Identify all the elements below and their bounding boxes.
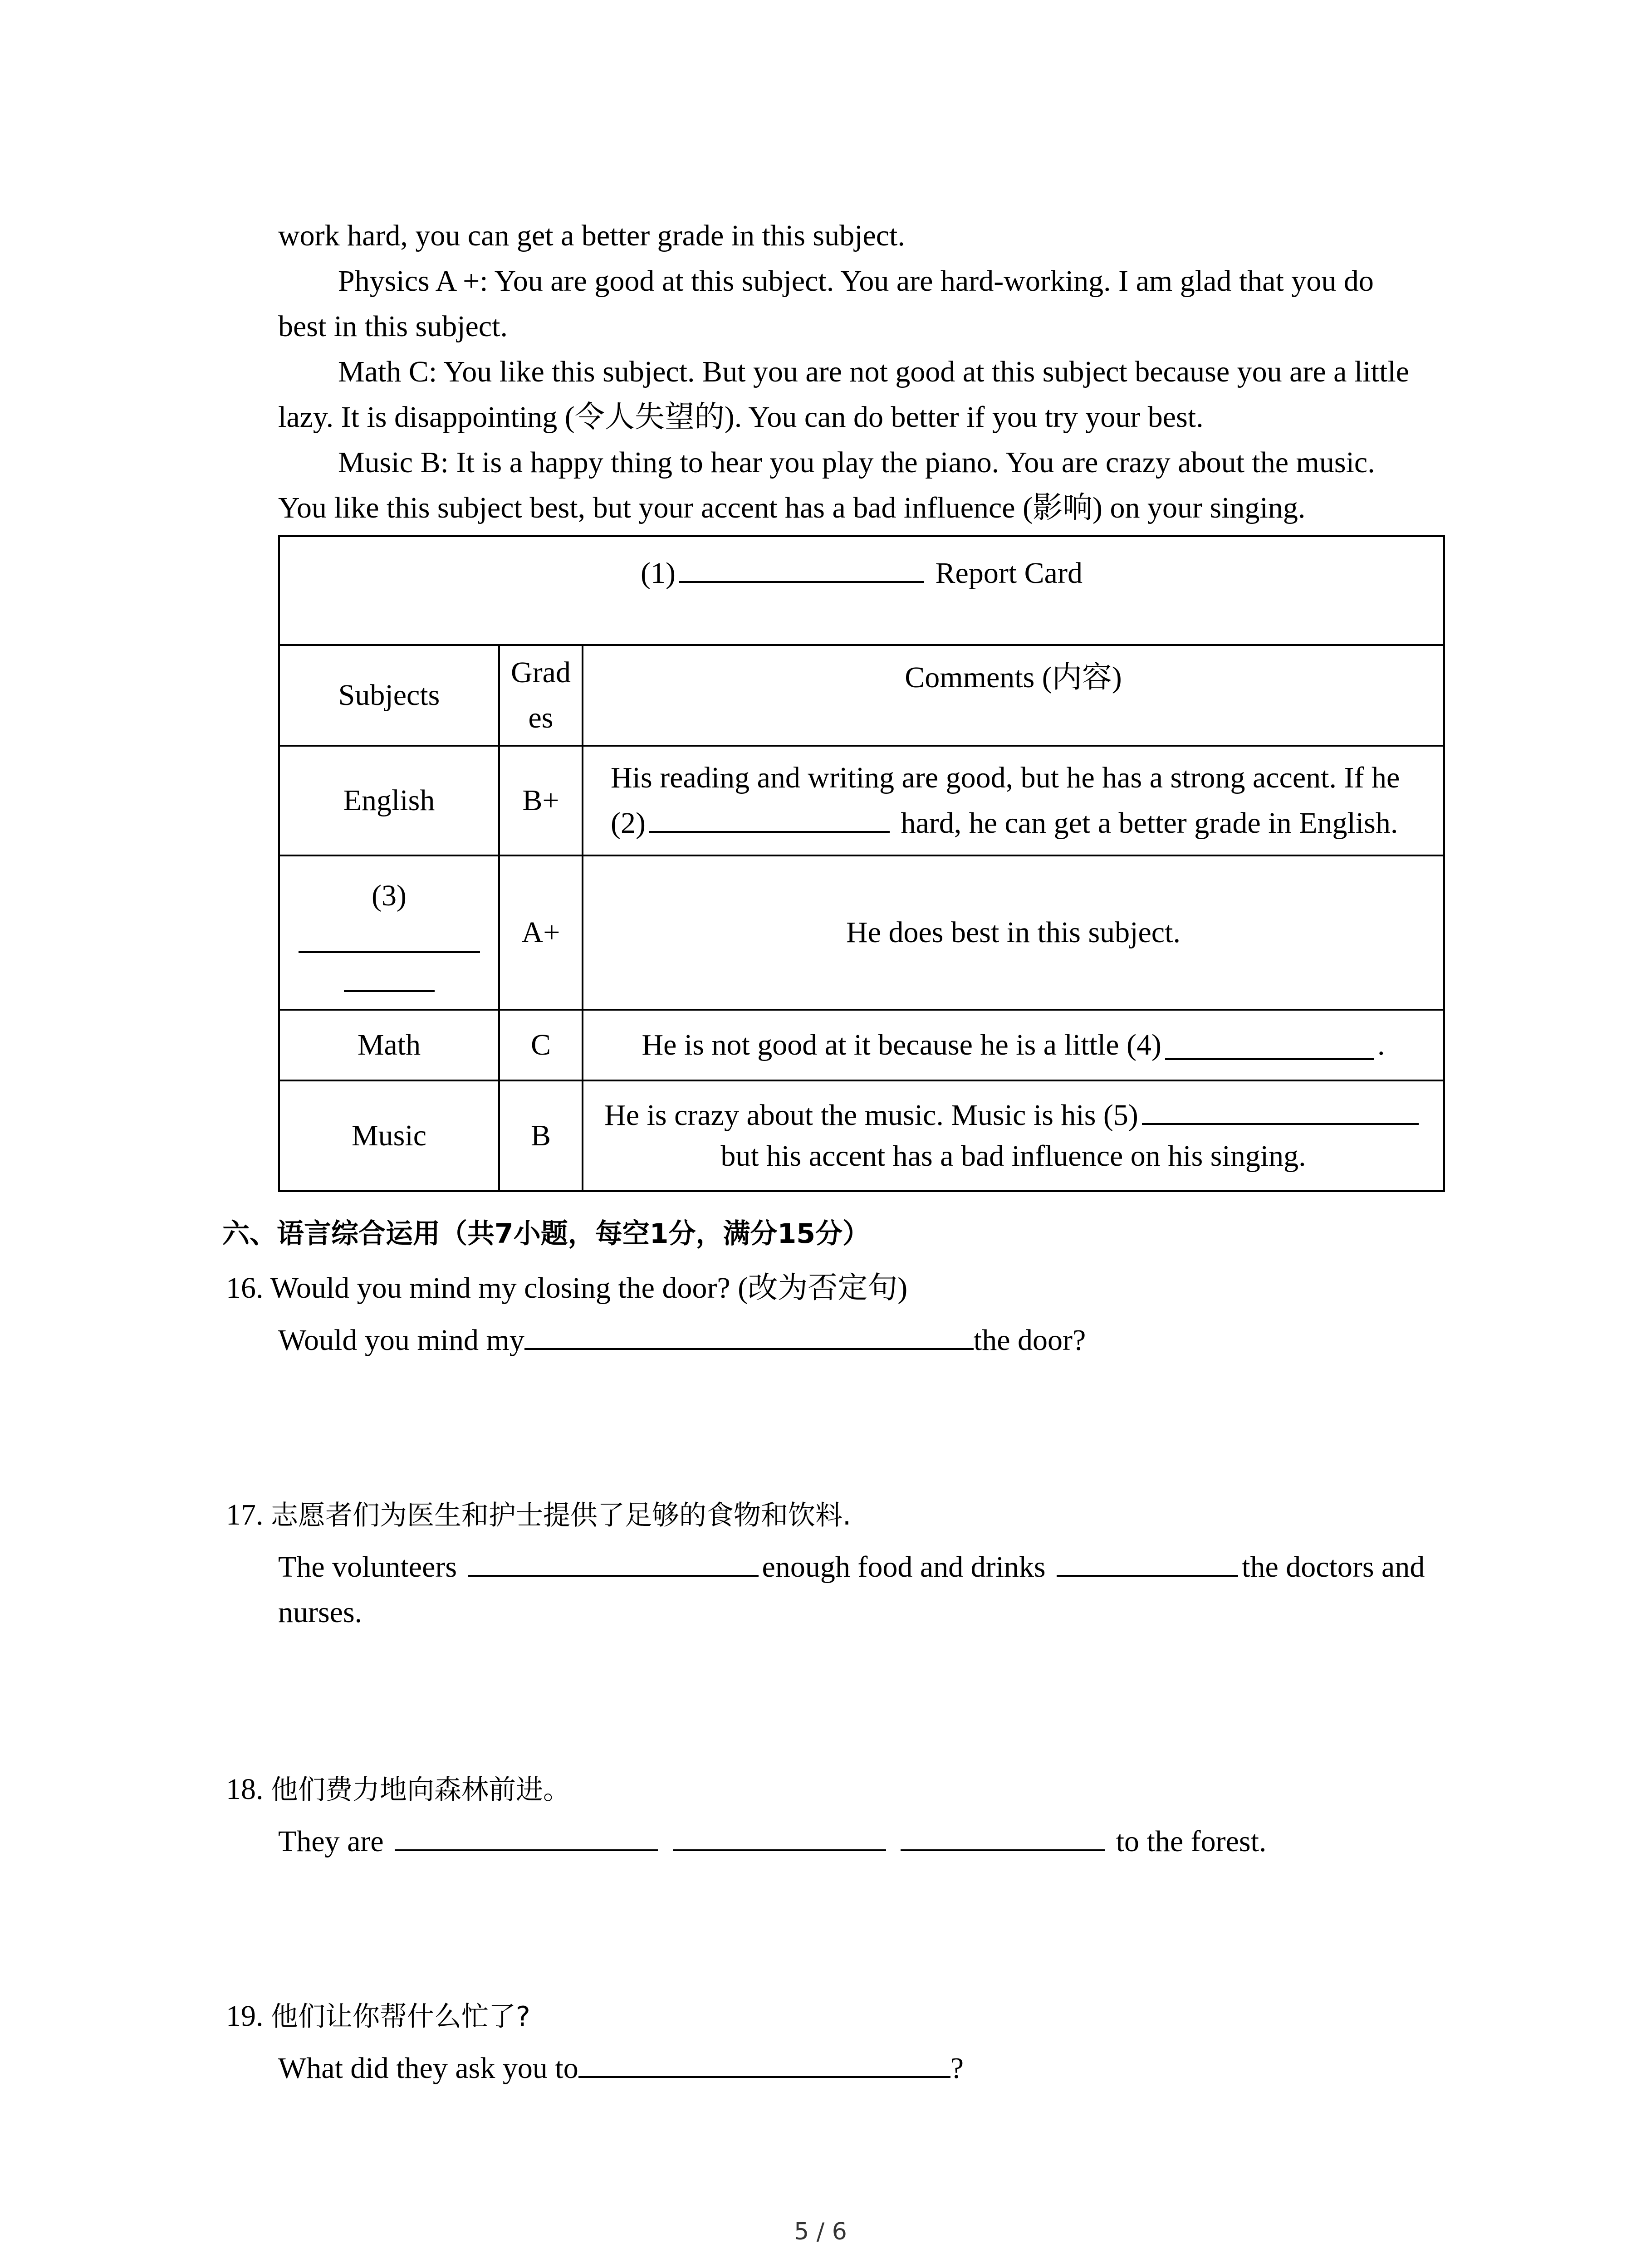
answer-text: the door? xyxy=(973,1324,1086,1357)
blank-3[interactable] xyxy=(299,923,480,953)
question-18 xyxy=(226,1767,570,1813)
blank-2[interactable] xyxy=(649,803,890,833)
answer-blank[interactable] xyxy=(578,2048,950,2078)
comment-text: hard, he can get a better grade in English. xyxy=(901,807,1398,840)
section-heading: 六、语言综合运用（共7小题，每空1分，满分15分） xyxy=(222,1218,870,1250)
answer-blank[interactable] xyxy=(1057,1547,1238,1577)
comment-line xyxy=(611,801,1398,846)
question-number: 16. xyxy=(226,1271,264,1305)
answer-text: the doctors and xyxy=(1242,1550,1425,1584)
subject-cell: Math xyxy=(280,1011,500,1080)
grade-cell: B xyxy=(500,1081,583,1190)
question-number: 18. xyxy=(226,1773,264,1806)
question-prompt: 他们让你帮什么忙了? xyxy=(271,2001,530,2033)
answer-text: ? xyxy=(950,2052,964,2085)
blank-4[interactable] xyxy=(1165,1030,1374,1060)
answer-blank[interactable] xyxy=(673,1821,886,1851)
blank-number: (2) xyxy=(611,807,646,840)
question-number: 19. xyxy=(226,1999,264,2033)
header-grades xyxy=(500,646,583,745)
table-row xyxy=(280,856,1443,1011)
title-number: (1) xyxy=(641,557,676,590)
answer-blank[interactable] xyxy=(395,1821,658,1851)
question-prompt: 志愿者们为医生和护士提供了足够的食物和饮料. xyxy=(271,1500,852,1531)
subject-cell: Music xyxy=(280,1081,500,1190)
table-row xyxy=(280,1011,1443,1081)
passage-music-line: Music B: It is a happy thing to hear you play the piano. You are crazy about the music. xyxy=(338,446,1375,479)
question-16 xyxy=(226,1266,907,1311)
subject-cell xyxy=(280,856,500,1009)
blank-3-cont[interactable] xyxy=(344,962,435,992)
comment-text: He is not good at it because he is a little (4) xyxy=(642,1028,1162,1061)
comment-cell: He does best in this subject. xyxy=(846,916,1181,949)
blank-number: (3) xyxy=(372,879,407,912)
question-prompt: 他们费力地向森林前进。 xyxy=(271,1774,570,1806)
comment-text: He is crazy about the music. Music is his (5) xyxy=(604,1099,1138,1132)
report-card-table xyxy=(278,535,1445,1192)
comment-cell xyxy=(583,1011,1443,1080)
blank-1[interactable] xyxy=(679,553,924,583)
comment-cell xyxy=(583,747,1443,855)
blank-5[interactable] xyxy=(1142,1095,1419,1125)
answer-line-16 xyxy=(278,1318,1086,1363)
question-prompt: Would you mind my closing the door? (改为否定句) xyxy=(270,1271,908,1305)
question-17 xyxy=(226,1492,851,1538)
passage-math-line-cont: lazy. It is disappointing (令人失望的). You can do better if you try your best. xyxy=(278,401,1204,434)
comment-line: but his accent has a bad influence on his singing. xyxy=(720,1139,1306,1173)
grade-cell: A+ xyxy=(500,856,583,1009)
answer-line-17 xyxy=(278,1545,1425,1590)
comment-line xyxy=(604,1095,1422,1136)
header-grades-part2: es xyxy=(528,701,554,734)
passage-physics-line-cont: best in this subject. xyxy=(278,310,508,343)
comment-line: His reading and writing are good, but he has a strong accent. If he xyxy=(611,761,1400,794)
answer-line-18 xyxy=(278,1819,1266,1864)
answer-text: Would you mind my xyxy=(278,1324,524,1357)
answer-text: What did they ask you to xyxy=(278,2052,578,2085)
answer-text: enough food and drinks xyxy=(762,1550,1046,1584)
passage-music-line-cont: You like this subject best, but your accent has a bad influence (影响) on your singing. xyxy=(278,491,1306,524)
passage-math-line: Math C: You like this subject. But you are not good at this subject because you are a little xyxy=(338,355,1409,388)
answer-line-17-cont: nurses. xyxy=(278,1596,362,1629)
answer-blank[interactable] xyxy=(901,1821,1105,1851)
question-number: 17. xyxy=(226,1498,264,1531)
passage-line: work hard, you can get a better grade in this subject. xyxy=(278,219,905,252)
table-title: Report Card xyxy=(935,557,1083,590)
header-grades-part1: Grad xyxy=(511,656,571,689)
passage-physics-line: Physics A +: You are good at this subject. You are hard-working. I am glad that you do xyxy=(338,264,1374,298)
answer-text: The volunteers xyxy=(278,1550,457,1584)
answer-blank[interactable] xyxy=(524,1320,974,1350)
comment-cell xyxy=(583,1081,1443,1190)
answer-text: They are xyxy=(278,1825,384,1858)
comment-text: . xyxy=(1377,1028,1385,1061)
answer-blank[interactable] xyxy=(468,1547,759,1577)
answer-text: to the forest. xyxy=(1116,1825,1267,1858)
grade-cell: C xyxy=(500,1011,583,1080)
table-row xyxy=(280,747,1443,856)
header-subjects: Subjects xyxy=(280,646,500,745)
page-number: 5 / 6 xyxy=(794,2218,847,2245)
table-title-row xyxy=(280,537,1443,646)
answer-line-19 xyxy=(278,2046,964,2091)
grade-cell: B+ xyxy=(500,747,583,855)
table-header-row xyxy=(280,646,1443,747)
subject-cell: English xyxy=(280,747,500,855)
table-row xyxy=(280,1081,1443,1190)
header-comments: Comments (内容) xyxy=(905,661,1122,694)
question-19 xyxy=(226,1994,530,2039)
